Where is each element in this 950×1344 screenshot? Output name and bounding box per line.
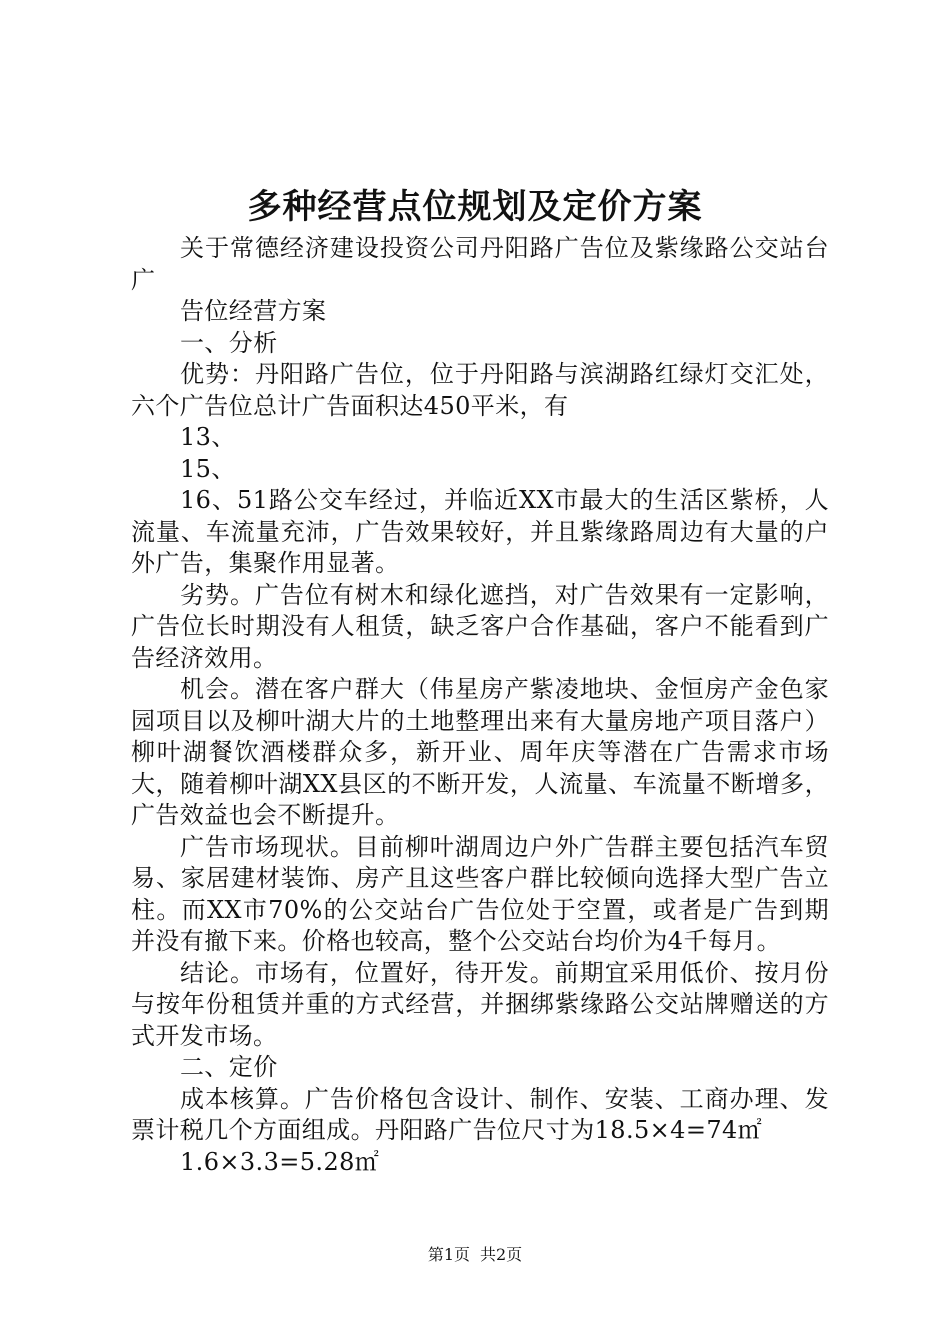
page-total: 共2页 [480,1245,523,1264]
paragraph-strengths: 优势：丹阳路广告位，位于丹阳路与滨湖路红绿灯交汇处，六个广告位总计广告面积达450平米，有 [131,360,829,420]
section-heading-pricing: 二、定价 [180,1053,278,1081]
paragraph-opportunities: 机会。潜在客户群大（伟星房产紫凌地块、金恒房产金色家园项目以及柳叶湖大片的土地整理出来有大量房地产项目落户）柳叶湖餐饮酒楼群众多，新开业、周年庆等潜在广告需求市场大，随着柳叶湖XX县区的不断开发，人流量、车流量不断增多，广告效益也会不断提升。 [131,675,829,829]
paragraph-weaknesses: 劣势。广告位有树木和绿化遮挡，对广告效果有一定影响，广告位长时期没有人租赁，缺乏客户合作基础，客户不能看到广告经济效用。 [131,580,829,672]
paragraph-market-status: 广告市场现状。目前柳叶湖周边户外广告群主要包括汽车贸易、家居建材装饰、房产且这些客户群比较倾向选择大型广告立柱。而XX市70%的公交站台广告位处于空置，或者是广告到期并没有撤下来。价格也较高，整个公交站台均价为4千每月。 [131,832,829,955]
paragraph-cost-accounting: 成本核算。广告价格包含设计、制作、安装、工商办理、发票计税几个方面组成。丹阳路广告位尺寸为18.5×4=74㎡ [131,1084,829,1144]
paragraph-route-16: 16、51路公交车经过，并临近XX市最大的生活区紫桥，人流量、车流量充沛，广告效果较好，并且紫缘路周边有大量的户外广告，集聚作用显著。 [131,486,829,577]
paragraph-size-calculation: 1.6×3.3=5.28㎡ [180,1147,380,1176]
page-footer [0,1243,950,1267]
paragraph-intro-continued: 告位经营方案 [180,297,327,325]
document-body [131,233,829,1178]
paragraph-route-13: 13、 [180,423,236,451]
document-title: 多种经营点位规划及定价方案 [247,187,703,227]
paragraph-conclusion: 结论。市场有，位置好，待开发。前期宜采用低价、按月份与按年份租赁并重的方式经营，并捆绑紫缘路公交站牌赠送的方式开发市场。 [131,958,829,1050]
paragraph-route-15: 15、 [180,454,236,483]
section-heading-analysis: 一、分析 [180,328,278,357]
page-number: 第1页 [427,1245,470,1264]
paragraph-intro: 关于常德经济建设投资公司丹阳路广告位及紫缘路公交站台广 [131,234,829,294]
